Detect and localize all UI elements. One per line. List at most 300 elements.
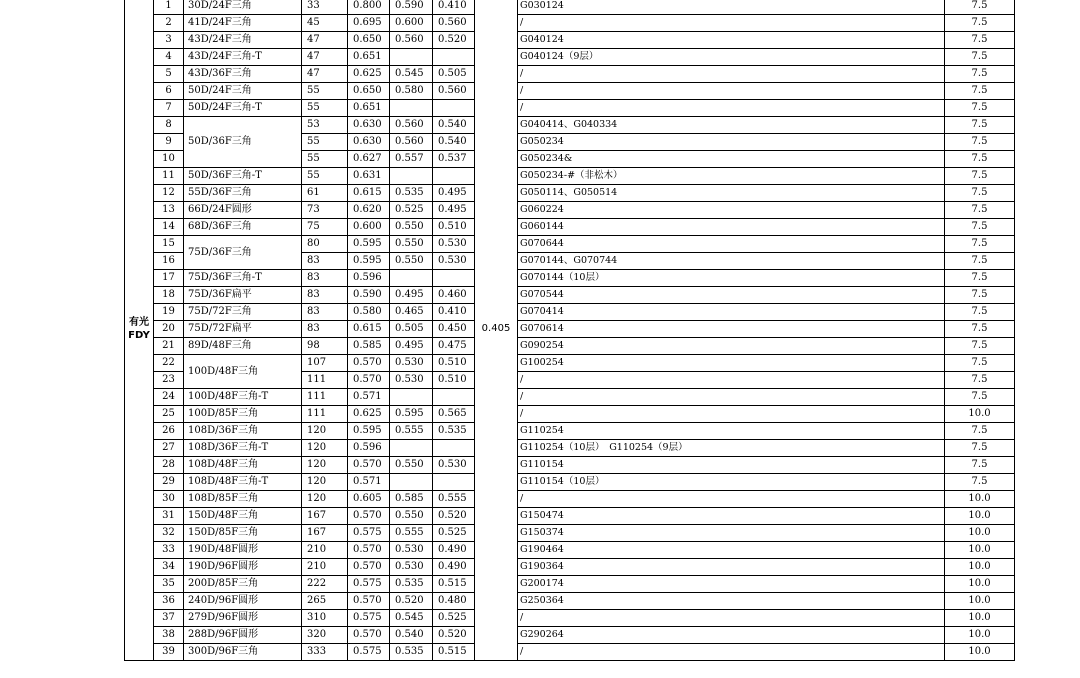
price-c-cell: 0.520 (433, 32, 475, 49)
price-a-cell: 0.627 (348, 151, 390, 168)
row-number-cell: 22 (154, 355, 184, 372)
row-number-cell: 33 (154, 542, 184, 559)
value-cell: 210 (302, 559, 348, 576)
package-weight-cell: 7.5 (945, 66, 1015, 83)
value-cell: 45 (302, 15, 348, 32)
table-row (125, 270, 1015, 287)
price-a-cell: 0.571 (348, 474, 390, 491)
value-cell: 120 (302, 423, 348, 440)
equivalent-code-cell: G040124（9层） (518, 49, 945, 66)
package-weight-cell: 7.5 (945, 49, 1015, 66)
value-cell: 111 (302, 389, 348, 406)
price-b-cell: 0.580 (390, 83, 433, 100)
price-b-cell: 0.550 (390, 236, 433, 253)
price-c-cell: 0.560 (433, 83, 475, 100)
price-a-cell: 0.800 (348, 0, 390, 15)
spec-cell: 108D/48F三角-T (184, 474, 302, 491)
equivalent-code-cell: / (518, 644, 945, 661)
equivalent-code-cell: G110154（10层） (518, 474, 945, 491)
table-row (125, 389, 1015, 406)
price-c-cell: 0.535 (433, 423, 475, 440)
price-b-cell (390, 168, 433, 185)
price-b-cell: 0.540 (390, 627, 433, 644)
price-c-cell: 0.490 (433, 542, 475, 559)
package-weight-cell: 7.5 (945, 423, 1015, 440)
price-c-cell (433, 440, 475, 457)
price-b-cell: 0.535 (390, 185, 433, 202)
price-c-cell: 0.540 (433, 117, 475, 134)
equivalent-code-cell: G050234& (518, 151, 945, 168)
price-b-cell: 0.525 (390, 202, 433, 219)
price-b-cell: 0.550 (390, 508, 433, 525)
package-weight-cell: 10.0 (945, 525, 1015, 542)
spec-table (124, 0, 1015, 661)
equivalent-code-cell: G040414、G040334 (518, 117, 945, 134)
value-cell: 83 (302, 321, 348, 338)
price-a-cell: 0.650 (348, 32, 390, 49)
price-a-cell: 0.625 (348, 66, 390, 83)
table-row (125, 627, 1015, 644)
row-number-cell: 11 (154, 168, 184, 185)
package-weight-cell: 7.5 (945, 202, 1015, 219)
price-a-cell: 0.620 (348, 202, 390, 219)
package-weight-cell: 7.5 (945, 355, 1015, 372)
price-a-cell: 0.575 (348, 525, 390, 542)
table-row (125, 202, 1015, 219)
equivalent-code-cell: G150474 (518, 508, 945, 525)
price-c-cell: 0.495 (433, 185, 475, 202)
price-b-cell (390, 49, 433, 66)
category-cell (125, 0, 154, 661)
price-b-cell (390, 474, 433, 491)
spec-cell: 150D/85F三角 (184, 525, 302, 542)
price-c-cell (433, 270, 475, 287)
row-number-cell: 8 (154, 117, 184, 134)
package-weight-cell: 10.0 (945, 610, 1015, 627)
equivalent-code-cell: G070144、G070744 (518, 253, 945, 270)
package-weight-cell: 10.0 (945, 491, 1015, 508)
equivalent-code-cell: G050234 (518, 134, 945, 151)
equivalent-code-cell: G060224 (518, 202, 945, 219)
price-b-cell (390, 440, 433, 457)
price-a-cell: 0.575 (348, 610, 390, 627)
package-weight-cell: 7.5 (945, 236, 1015, 253)
package-weight-cell: 7.5 (945, 474, 1015, 491)
price-a-cell: 0.615 (348, 185, 390, 202)
price-b-cell: 0.520 (390, 593, 433, 610)
value-cell: 47 (302, 66, 348, 83)
table-row (125, 287, 1015, 304)
price-a-cell: 0.570 (348, 627, 390, 644)
price-b-cell: 0.595 (390, 406, 433, 423)
package-weight-cell: 7.5 (945, 185, 1015, 202)
price-c-cell: 0.530 (433, 457, 475, 474)
spec-cell: 43D/24F三角 (184, 32, 302, 49)
spec-cell: 68D/36F三角 (184, 219, 302, 236)
price-c-cell (433, 389, 475, 406)
spec-cell: 50D/24F三角-T (184, 100, 302, 117)
package-weight-cell: 7.5 (945, 134, 1015, 151)
spec-cell: 100D/48F三角-T (184, 389, 302, 406)
table-row (125, 525, 1015, 542)
table-row (125, 610, 1015, 627)
price-b-cell: 0.585 (390, 491, 433, 508)
package-weight-cell: 7.5 (945, 15, 1015, 32)
price-b-cell: 0.545 (390, 610, 433, 627)
price-a-cell: 0.570 (348, 355, 390, 372)
price-b-cell: 0.600 (390, 15, 433, 32)
value-cell: 73 (302, 202, 348, 219)
equivalent-code-cell: G100254 (518, 355, 945, 372)
row-number-cell: 16 (154, 253, 184, 270)
price-b-cell: 0.465 (390, 304, 433, 321)
table-row (125, 66, 1015, 83)
equivalent-code-cell: G110154 (518, 457, 945, 474)
price-a-cell: 0.631 (348, 168, 390, 185)
package-weight-cell: 7.5 (945, 321, 1015, 338)
price-b-cell: 0.550 (390, 457, 433, 474)
value-cell: 333 (302, 644, 348, 661)
price-b-cell (390, 100, 433, 117)
table-row (125, 83, 1015, 100)
price-b-cell: 0.530 (390, 355, 433, 372)
equivalent-code-cell: G250364 (518, 593, 945, 610)
table-row (125, 576, 1015, 593)
price-b-cell: 0.545 (390, 66, 433, 83)
table-row (125, 0, 1015, 15)
price-c-cell: 0.505 (433, 66, 475, 83)
value-cell: 55 (302, 134, 348, 151)
price-a-cell: 0.630 (348, 117, 390, 134)
spec-cell: 55D/36F三角 (184, 185, 302, 202)
price-a-cell: 0.590 (348, 287, 390, 304)
spec-cell: 279D/96F圆形 (184, 610, 302, 627)
package-weight-cell: 7.5 (945, 338, 1015, 355)
price-c-cell (433, 100, 475, 117)
price-a-cell: 0.570 (348, 593, 390, 610)
value-cell: 167 (302, 508, 348, 525)
price-a-cell: 0.570 (348, 542, 390, 559)
spec-cell: 75D/36F三角-T (184, 270, 302, 287)
equivalent-code-cell: G050114、G050514 (518, 185, 945, 202)
value-cell: 222 (302, 576, 348, 593)
row-number-cell: 24 (154, 389, 184, 406)
price-c-cell: 0.565 (433, 406, 475, 423)
price-b-cell: 0.555 (390, 525, 433, 542)
spec-cell: 50D/24F三角 (184, 83, 302, 100)
price-a-cell: 0.650 (348, 83, 390, 100)
spec-cell: 300D/96F三角 (184, 644, 302, 661)
table-row (125, 355, 1015, 372)
equivalent-code-cell: G090254 (518, 338, 945, 355)
table-row (125, 542, 1015, 559)
spec-cell: 108D/85F三角 (184, 491, 302, 508)
table-row (125, 457, 1015, 474)
spec-cell: 50D/36F三角-T (184, 168, 302, 185)
row-number-cell: 23 (154, 372, 184, 389)
spec-cell: 190D/96F圆形 (184, 559, 302, 576)
price-b-cell: 0.560 (390, 117, 433, 134)
price-a-cell: 0.585 (348, 338, 390, 355)
package-weight-cell: 7.5 (945, 0, 1015, 15)
spec-cell: 89D/48F三角 (184, 338, 302, 355)
spec-cell: 100D/48F三角 (184, 355, 302, 389)
package-weight-cell: 10.0 (945, 576, 1015, 593)
value-cell: 320 (302, 627, 348, 644)
table-row (125, 185, 1015, 202)
price-c-cell: 0.510 (433, 372, 475, 389)
package-weight-cell: 7.5 (945, 32, 1015, 49)
spec-cell: 108D/48F三角 (184, 457, 302, 474)
value-cell: 55 (302, 168, 348, 185)
price-a-cell: 0.575 (348, 576, 390, 593)
value-cell: 83 (302, 304, 348, 321)
equivalent-code-cell: G050234-#（非松木） (518, 168, 945, 185)
table-row (125, 593, 1015, 610)
value-cell: 107 (302, 355, 348, 372)
price-b-cell: 0.560 (390, 134, 433, 151)
price-c-cell: 0.475 (433, 338, 475, 355)
price-c-cell: 0.520 (433, 508, 475, 525)
row-number-cell: 9 (154, 134, 184, 151)
price-c-cell (433, 168, 475, 185)
price-b-cell: 0.555 (390, 423, 433, 440)
price-a-cell: 0.570 (348, 559, 390, 576)
price-c-cell: 0.515 (433, 644, 475, 661)
spec-cell: 190D/48F圆形 (184, 542, 302, 559)
price-b-cell: 0.560 (390, 32, 433, 49)
table-row (125, 559, 1015, 576)
row-number-cell: 39 (154, 644, 184, 661)
price-c-cell: 0.537 (433, 151, 475, 168)
value-cell: 167 (302, 525, 348, 542)
price-c-cell: 0.510 (433, 355, 475, 372)
value-cell: 111 (302, 406, 348, 423)
equivalent-code-cell: G070644 (518, 236, 945, 253)
equivalent-code-cell: / (518, 610, 945, 627)
row-number-cell: 28 (154, 457, 184, 474)
price-a-cell: 0.575 (348, 644, 390, 661)
row-number-cell: 2 (154, 15, 184, 32)
table-row (125, 508, 1015, 525)
table-body (125, 0, 1015, 661)
row-number-cell: 12 (154, 185, 184, 202)
value-cell: 53 (302, 117, 348, 134)
equivalent-code-cell: G110254 (518, 423, 945, 440)
price-c-cell: 0.540 (433, 134, 475, 151)
price-b-cell: 0.535 (390, 576, 433, 593)
value-cell: 98 (302, 338, 348, 355)
value-cell: 47 (302, 49, 348, 66)
row-number-cell: 15 (154, 236, 184, 253)
price-b-cell: 0.550 (390, 253, 433, 270)
package-weight-cell: 7.5 (945, 389, 1015, 406)
package-weight-cell: 7.5 (945, 100, 1015, 117)
table-row (125, 32, 1015, 49)
price-c-cell: 0.530 (433, 253, 475, 270)
price-c-cell: 0.410 (433, 0, 475, 15)
category-line-1: 有光 (129, 317, 149, 328)
value-cell: 33 (302, 0, 348, 15)
table-row (125, 236, 1015, 253)
row-number-cell: 36 (154, 593, 184, 610)
row-number-cell: 25 (154, 406, 184, 423)
value-cell: 310 (302, 610, 348, 627)
spec-cell: 75D/36F扁平 (184, 287, 302, 304)
spec-cell: 75D/72F三角 (184, 304, 302, 321)
row-number-cell: 4 (154, 49, 184, 66)
equivalent-code-cell: G190464 (518, 542, 945, 559)
price-a-cell: 0.596 (348, 440, 390, 457)
table-row (125, 423, 1015, 440)
table-row (125, 406, 1015, 423)
package-weight-cell: 7.5 (945, 151, 1015, 168)
price-c-cell: 0.490 (433, 559, 475, 576)
equivalent-code-cell: G070614 (518, 321, 945, 338)
table-row (125, 644, 1015, 661)
table-row (125, 49, 1015, 66)
price-c-cell: 0.525 (433, 610, 475, 627)
price-c-cell: 0.460 (433, 287, 475, 304)
price-table-sheet (124, 0, 1014, 661)
category-line-2: FDY (128, 330, 150, 341)
package-weight-cell: 10.0 (945, 644, 1015, 661)
spec-cell: 66D/24F圆形 (184, 202, 302, 219)
equivalent-code-cell: G070544 (518, 287, 945, 304)
row-number-cell: 18 (154, 287, 184, 304)
row-number-cell: 35 (154, 576, 184, 593)
value-cell: 55 (302, 83, 348, 100)
spec-cell: 30D/24F三角 (184, 0, 302, 15)
price-c-cell: 0.495 (433, 202, 475, 219)
value-cell: 83 (302, 270, 348, 287)
package-weight-cell: 7.5 (945, 457, 1015, 474)
price-c-cell: 0.525 (433, 525, 475, 542)
oil-content-cell: 0.405 (475, 0, 518, 661)
price-a-cell: 0.630 (348, 134, 390, 151)
price-c-cell: 0.520 (433, 627, 475, 644)
equivalent-code-cell: / (518, 66, 945, 83)
price-c-cell (433, 474, 475, 491)
price-a-cell: 0.570 (348, 508, 390, 525)
row-number-cell: 14 (154, 219, 184, 236)
spec-cell: 150D/48F三角 (184, 508, 302, 525)
spec-cell: 41D/24F三角 (184, 15, 302, 32)
spec-cell: 288D/96F圆形 (184, 627, 302, 644)
table-row (125, 15, 1015, 32)
row-number-cell: 37 (154, 610, 184, 627)
row-number-cell: 6 (154, 83, 184, 100)
value-cell: 55 (302, 151, 348, 168)
price-c-cell: 0.480 (433, 593, 475, 610)
equivalent-code-cell: G040124 (518, 32, 945, 49)
row-number-cell: 32 (154, 525, 184, 542)
equivalent-code-cell: G030124 (518, 0, 945, 15)
value-cell: 47 (302, 32, 348, 49)
spec-cell: 75D/72F扁平 (184, 321, 302, 338)
price-b-cell: 0.557 (390, 151, 433, 168)
row-number-cell: 17 (154, 270, 184, 287)
value-cell: 55 (302, 100, 348, 117)
price-b-cell: 0.535 (390, 644, 433, 661)
value-cell: 265 (302, 593, 348, 610)
row-number-cell: 13 (154, 202, 184, 219)
price-a-cell: 0.605 (348, 491, 390, 508)
spec-cell: 240D/96F圆形 (184, 593, 302, 610)
table-row (125, 321, 1015, 338)
row-number-cell: 38 (154, 627, 184, 644)
equivalent-code-cell: G110254（10层） G110254（9层） (518, 440, 945, 457)
price-b-cell: 0.530 (390, 542, 433, 559)
table-row (125, 168, 1015, 185)
package-weight-cell: 7.5 (945, 117, 1015, 134)
table-row (125, 491, 1015, 508)
price-c-cell (433, 49, 475, 66)
value-cell: 83 (302, 253, 348, 270)
equivalent-code-cell: / (518, 389, 945, 406)
package-weight-cell: 7.5 (945, 304, 1015, 321)
equivalent-code-cell: / (518, 100, 945, 117)
price-a-cell: 0.580 (348, 304, 390, 321)
row-number-cell: 30 (154, 491, 184, 508)
price-b-cell (390, 270, 433, 287)
price-a-cell: 0.595 (348, 253, 390, 270)
price-c-cell: 0.555 (433, 491, 475, 508)
equivalent-code-cell: G070414 (518, 304, 945, 321)
row-number-cell: 1 (154, 0, 184, 15)
package-weight-cell: 10.0 (945, 508, 1015, 525)
equivalent-code-cell: / (518, 372, 945, 389)
equivalent-code-cell: / (518, 15, 945, 32)
table-row (125, 304, 1015, 321)
price-b-cell: 0.530 (390, 559, 433, 576)
package-weight-cell: 7.5 (945, 270, 1015, 287)
package-weight-cell: 10.0 (945, 627, 1015, 644)
equivalent-code-cell: G200174 (518, 576, 945, 593)
row-number-cell: 20 (154, 321, 184, 338)
package-weight-cell: 10.0 (945, 406, 1015, 423)
price-a-cell: 0.600 (348, 219, 390, 236)
row-number-cell: 31 (154, 508, 184, 525)
table-row (125, 219, 1015, 236)
value-cell: 210 (302, 542, 348, 559)
equivalent-code-cell: G150374 (518, 525, 945, 542)
spec-cell: 43D/24F三角-T (184, 49, 302, 66)
package-weight-cell: 10.0 (945, 559, 1015, 576)
price-c-cell: 0.530 (433, 236, 475, 253)
package-weight-cell: 10.0 (945, 542, 1015, 559)
value-cell: 75 (302, 219, 348, 236)
package-weight-cell: 7.5 (945, 440, 1015, 457)
spec-cell: 108D/36F三角 (184, 423, 302, 440)
spec-cell: 200D/85F三角 (184, 576, 302, 593)
value-cell: 61 (302, 185, 348, 202)
row-number-cell: 21 (154, 338, 184, 355)
price-a-cell: 0.595 (348, 423, 390, 440)
price-b-cell: 0.505 (390, 321, 433, 338)
price-a-cell: 0.570 (348, 372, 390, 389)
equivalent-code-cell: G190364 (518, 559, 945, 576)
row-number-cell: 3 (154, 32, 184, 49)
row-number-cell: 7 (154, 100, 184, 117)
value-cell: 111 (302, 372, 348, 389)
row-number-cell: 19 (154, 304, 184, 321)
row-number-cell: 27 (154, 440, 184, 457)
price-b-cell (390, 389, 433, 406)
table-row (125, 338, 1015, 355)
price-c-cell: 0.515 (433, 576, 475, 593)
package-weight-cell: 7.5 (945, 219, 1015, 236)
